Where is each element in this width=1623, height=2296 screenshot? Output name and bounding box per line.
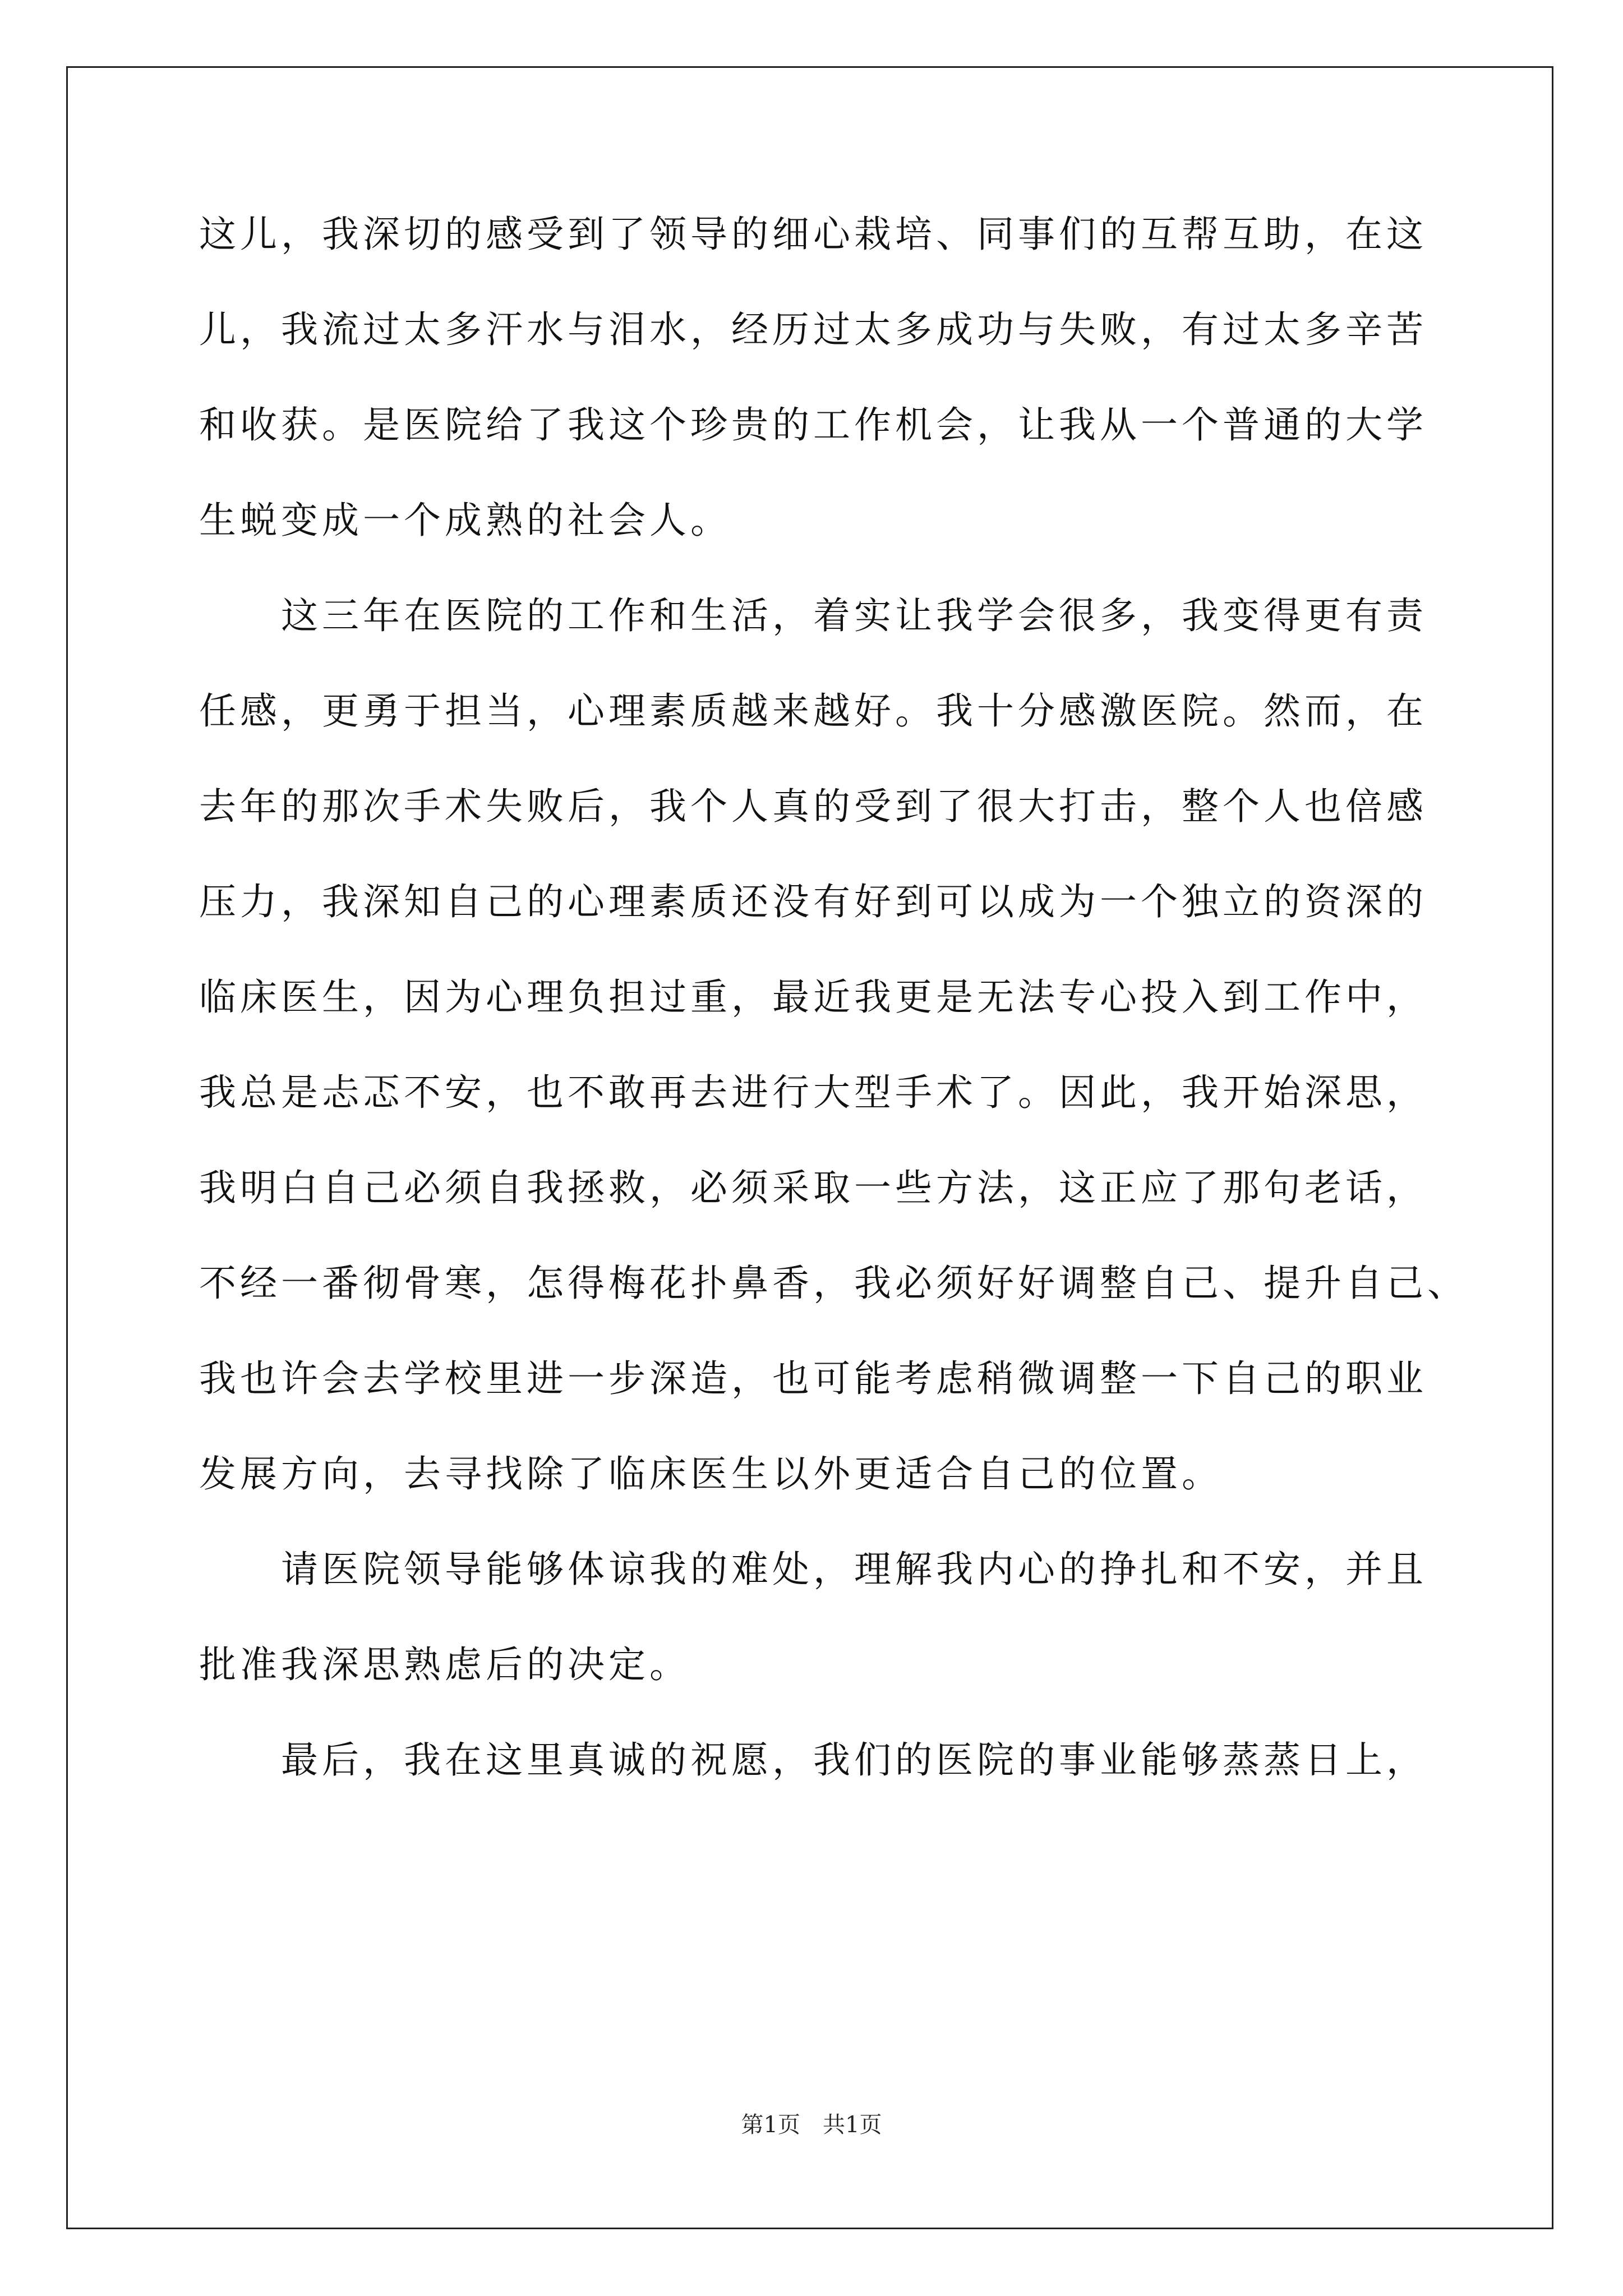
text-line: 请医院领导能够体谅我的难处，理解我内心的挣扎和不安，并且 xyxy=(281,1548,1427,1591)
text-line: 儿，我流过太多汗水与泪水，经历过太多成功与失败，有过太多辛苦 xyxy=(199,308,1427,351)
text-line: 我也许会去学校里进一步深造，也可能考虑稍微调整一下自己的职业 xyxy=(199,1357,1427,1400)
text-line: 最后，我在这里真诚的祝愿，我们的医院的事业能够蒸蒸日上， xyxy=(281,1738,1427,1782)
text-line: 我总是忐忑不安，也不敢再去进行大型手术了。因此，我开始深思， xyxy=(199,1071,1427,1114)
text-line: 生蜕变成一个成熟的社会人。 xyxy=(199,499,731,542)
text-line: 去年的那次手术失败后，我个人真的受到了很大打击，整个人也倍感 xyxy=(199,785,1427,828)
text-line: 这儿，我深切的感受到了领导的细心栽培、同事们的互帮互助，在这 xyxy=(199,213,1427,256)
text-line: 和收获。是医院给了我这个珍贵的工作机会，让我从一个普通的大学 xyxy=(199,403,1427,447)
text-line: 批准我深思熟虑后的决定。 xyxy=(199,1643,690,1686)
page-number-total: 共1页 xyxy=(823,2112,882,2138)
text-line: 压力，我深知自己的心理素质还没有好到可以成为一个独立的资深的 xyxy=(199,880,1427,923)
page-footer xyxy=(0,2114,1623,2136)
text-line: 不经一番彻骨寒，怎得梅花扑鼻香，我必须好好调整自己、提升自己、 xyxy=(199,1262,1468,1305)
text-line: 我明白自己必须自我拯救，必须采取一些方法，这正应了那句老话， xyxy=(199,1166,1427,1209)
document-body xyxy=(199,213,1468,1837)
page-number-current: 第1页 xyxy=(741,2112,800,2138)
text-line: 这三年在医院的工作和生活，着实让我学会很多，我变得更有责 xyxy=(281,594,1427,637)
text-line: 任感，更勇于担当，心理素质越来越好。我十分感激医院。然而，在 xyxy=(199,689,1427,733)
text-line: 临床医生，因为心理负担过重，最近我更是无法专心投入到工作中， xyxy=(199,976,1427,1019)
text-line: 发展方向，去寻找除了临床医生以外更适合自己的位置。 xyxy=(199,1452,1223,1496)
